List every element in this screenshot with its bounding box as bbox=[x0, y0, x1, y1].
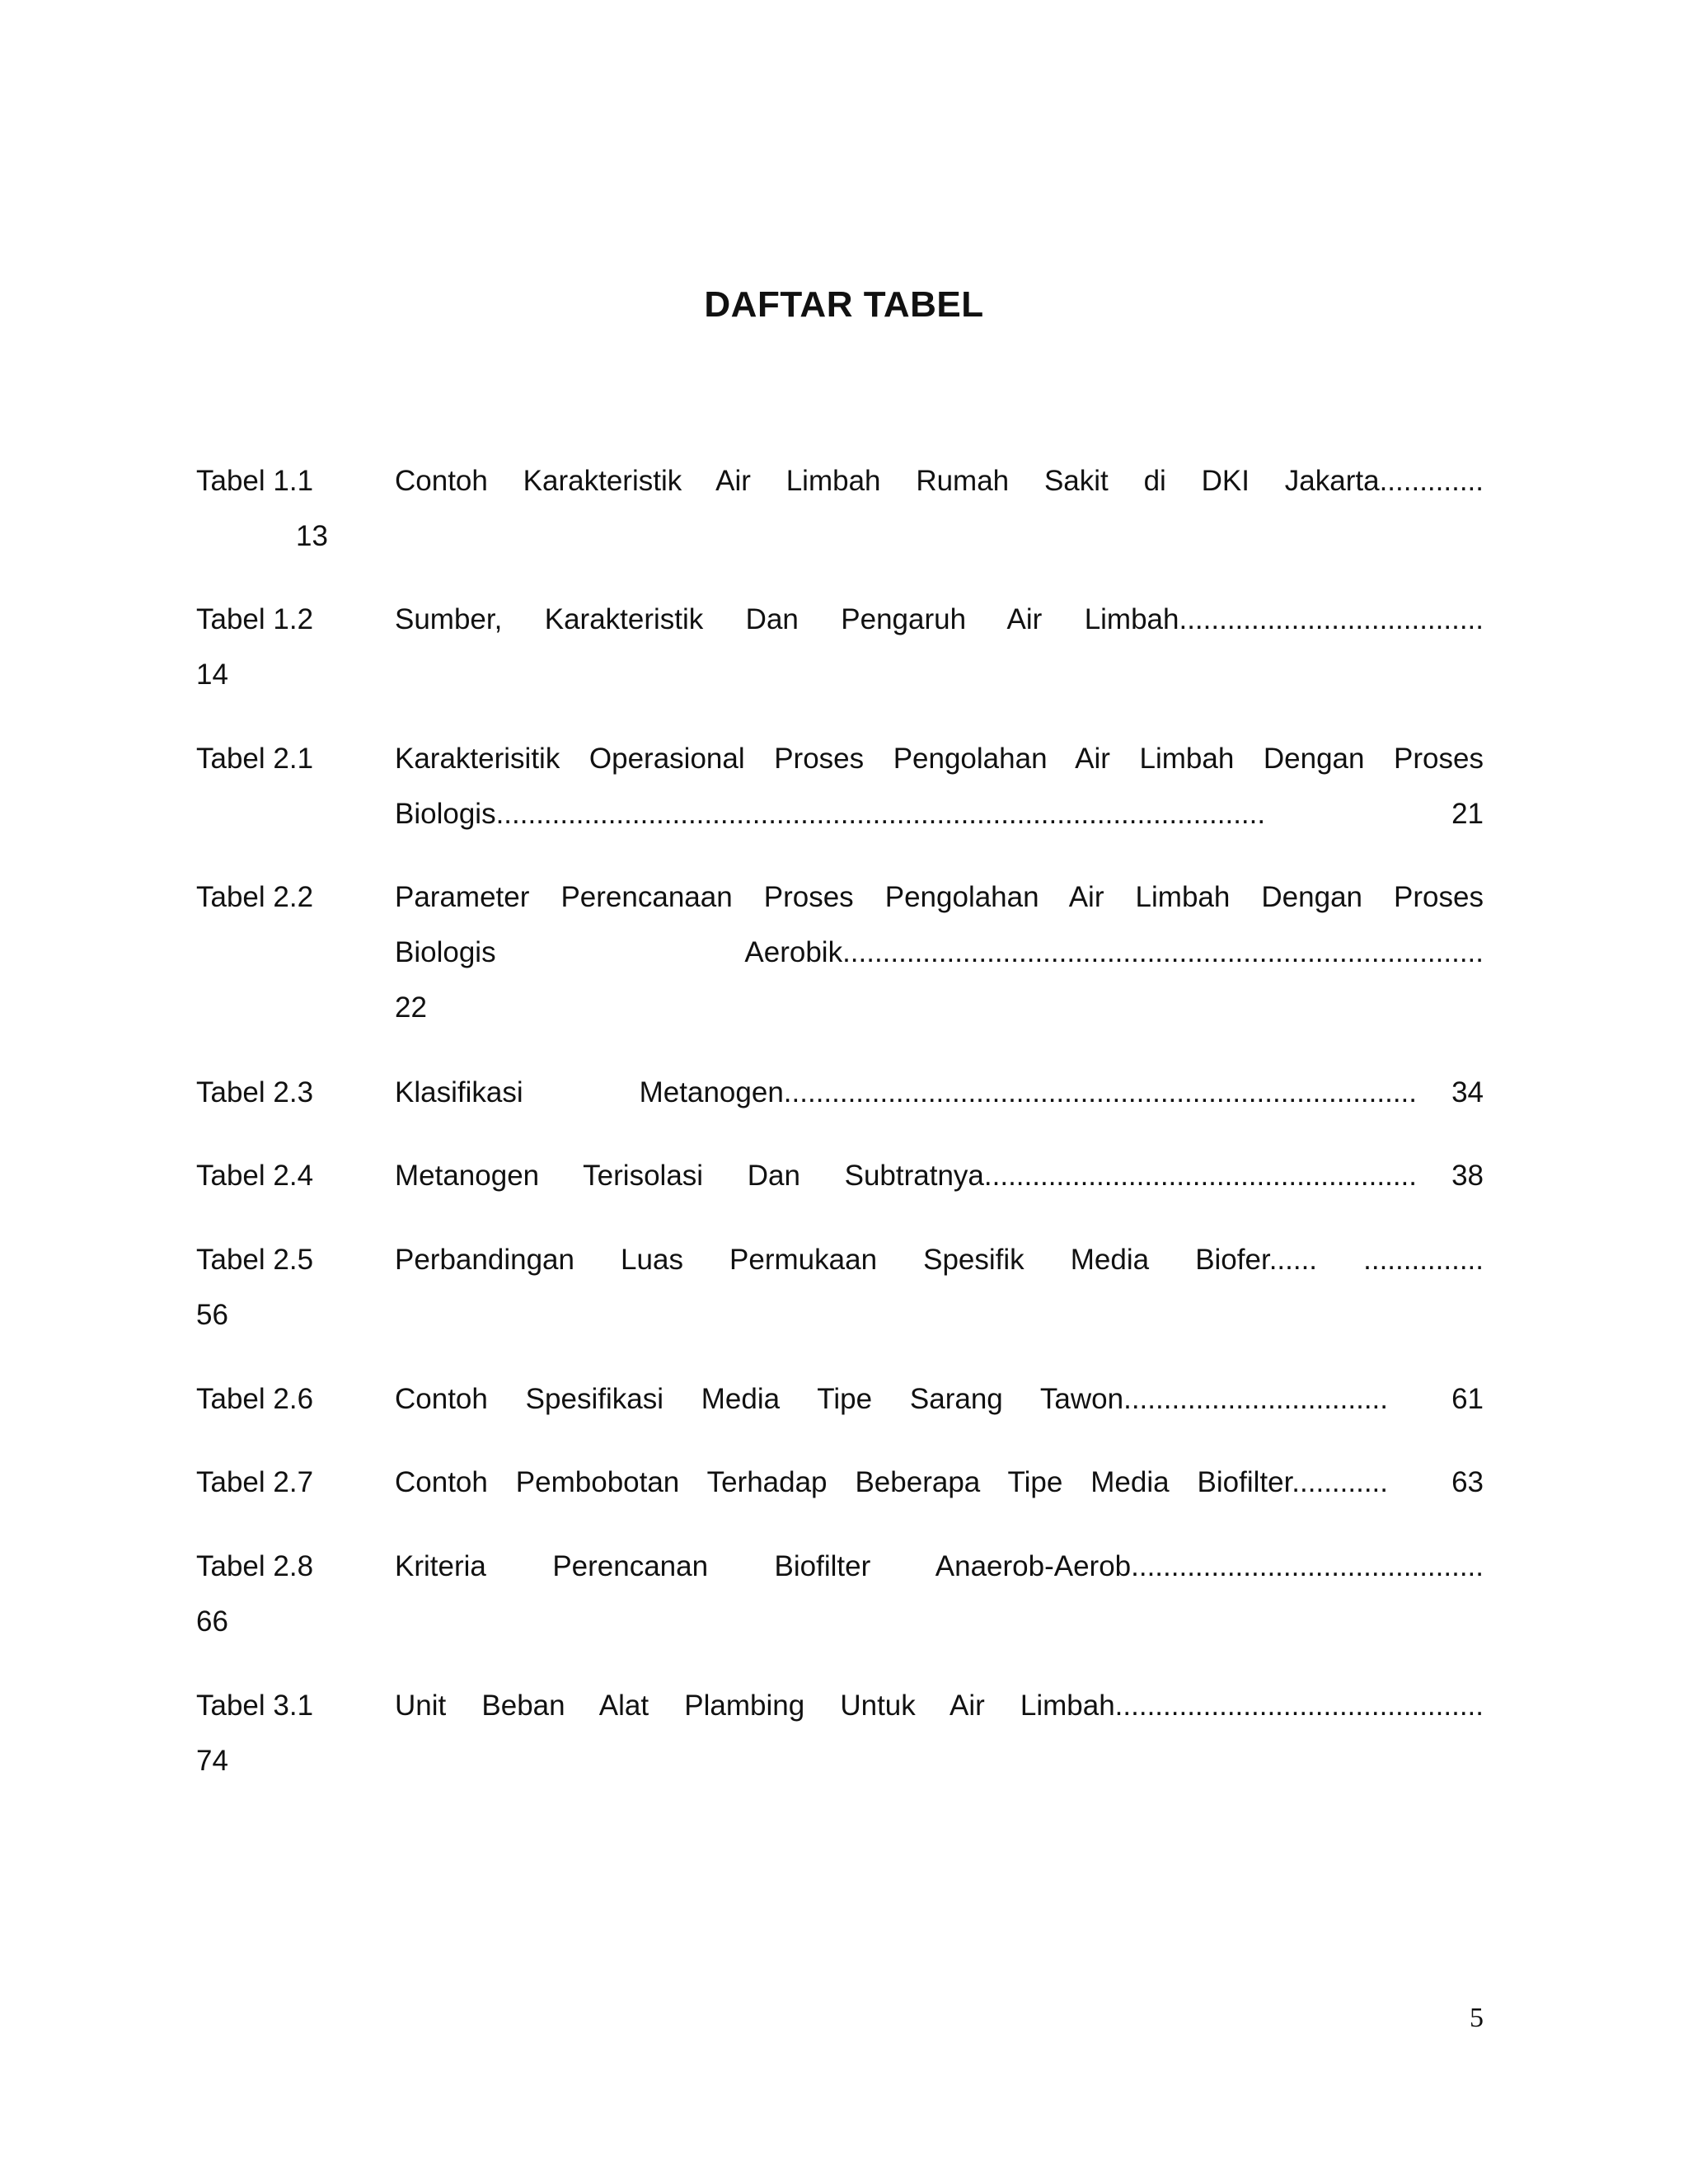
entry-title-line: Contoh Pembobotan Terhadap Beberapa Tipe Media Biofilter............ bbox=[395, 1466, 1388, 1498]
entry-title-line: Biologis................................................................................................ bbox=[395, 798, 1266, 830]
entry-label: Tabel 2.2 bbox=[196, 881, 314, 913]
entry-page-ref: 66 bbox=[196, 1605, 228, 1638]
entry-label: Tabel 2.4 bbox=[196, 1160, 314, 1192]
entry-label: Tabel 2.1 bbox=[196, 743, 314, 775]
entry-page-ref: 61 bbox=[1451, 1383, 1484, 1415]
toc-entry-tabel-1-2[interactable] bbox=[196, 592, 1484, 702]
entry-label: Tabel 1.2 bbox=[196, 603, 314, 635]
entry-page-ref: 21 bbox=[1451, 798, 1484, 830]
toc-entry-tabel-3-1[interactable] bbox=[196, 1678, 1484, 1788]
page-title: DAFTAR TABEL bbox=[704, 284, 984, 325]
entry-title-line: Sumber, Karakteristik Dan Pengaruh Air Limbah...................................... bbox=[395, 603, 1484, 635]
toc-entry-tabel-2-6[interactable] bbox=[196, 1371, 1484, 1445]
entry-label: Tabel 3.1 bbox=[196, 1690, 314, 1722]
entry-label: Tabel 2.3 bbox=[196, 1076, 314, 1108]
entry-title-line: Parameter Perencanaan Proses Pengolahan Air Limbah Dengan Proses bbox=[395, 881, 1484, 913]
entry-page-ref: 13 bbox=[296, 520, 328, 552]
entry-page-ref: 38 bbox=[1451, 1160, 1484, 1192]
entry-title-line: Metanogen Terisolasi Dan Subtratnya...................................................... bbox=[395, 1160, 1417, 1192]
entry-title-line: Unit Beban Alat Plambing Untuk Air Limbah.............................................. bbox=[395, 1690, 1484, 1722]
entry-title-line: Contoh Karakteristik Air Limbah Rumah Sakit di DKI Jakarta............. bbox=[395, 465, 1484, 497]
entry-title-line: Perbandingan Luas Permukaan Spesifik Media Biofer...... ............... bbox=[395, 1244, 1484, 1276]
entry-title-line: Contoh Spesifikasi Media Tipe Sarang Tawon................................. bbox=[395, 1383, 1388, 1415]
page-number: 5 bbox=[1470, 2003, 1484, 2033]
toc-entry-tabel-2-1[interactable] bbox=[196, 731, 1484, 860]
entry-title-line: Klasifikasi Metanogen............................................................................... bbox=[395, 1076, 1417, 1108]
entry-label: Tabel 2.8 bbox=[196, 1550, 314, 1582]
entry-label: Tabel 2.6 bbox=[196, 1383, 314, 1415]
entry-title-line: Biologis Aerobik................................................................................ bbox=[395, 936, 1484, 968]
entry-page-ref: 22 bbox=[395, 991, 427, 1024]
toc-entry-tabel-2-5[interactable] bbox=[196, 1232, 1484, 1343]
entry-title-line: Kriteria Perencanan Biofilter Anaerob-Aerob............................................ bbox=[395, 1550, 1484, 1582]
entry-label: Tabel 2.5 bbox=[196, 1244, 314, 1276]
toc-entry-tabel-2-2[interactable] bbox=[196, 869, 1484, 1035]
toc-entry-tabel-2-8[interactable] bbox=[196, 1539, 1484, 1649]
entry-label: Tabel 1.1 bbox=[196, 465, 314, 497]
entry-page-ref: 56 bbox=[196, 1299, 228, 1331]
entry-page-ref: 63 bbox=[1451, 1466, 1484, 1498]
entry-page-ref: 34 bbox=[1451, 1076, 1484, 1108]
entry-label: Tabel 2.7 bbox=[196, 1466, 314, 1498]
toc-entry-tabel-2-7[interactable] bbox=[196, 1455, 1484, 1528]
toc-entry-tabel-2-3[interactable] bbox=[196, 1065, 1484, 1138]
toc-entry-tabel-1-1[interactable] bbox=[196, 453, 1484, 564]
toc-entry-tabel-2-4[interactable] bbox=[196, 1148, 1484, 1221]
entry-page-ref: 74 bbox=[196, 1745, 228, 1777]
entry-page-ref: 14 bbox=[196, 658, 228, 691]
entry-title-line: Karakterisitik Operasional Proses Pengolahan Air Limbah Dengan Proses bbox=[395, 743, 1484, 775]
